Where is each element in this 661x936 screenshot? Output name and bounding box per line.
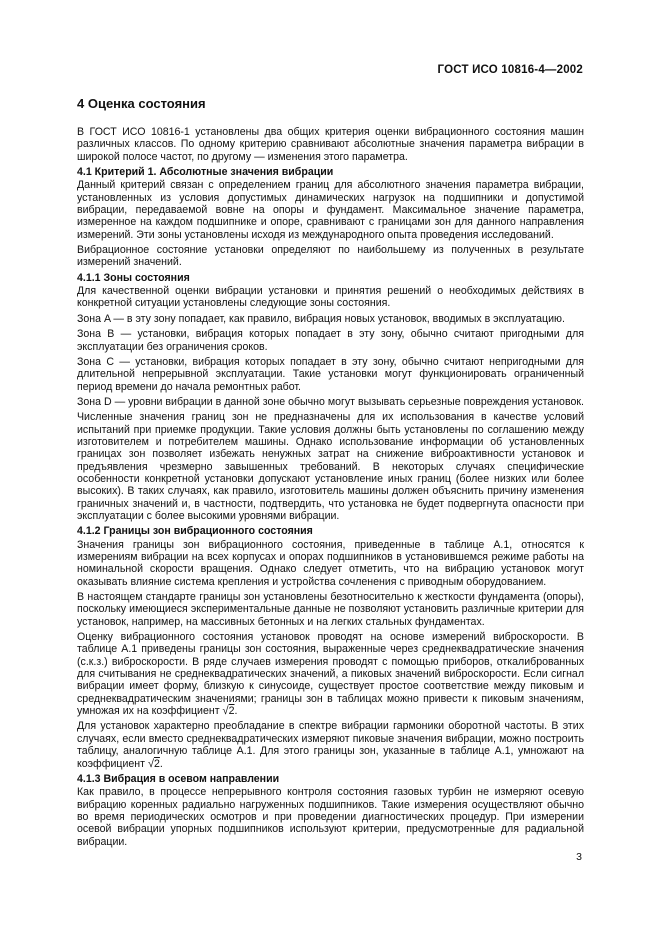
period: . — [234, 705, 238, 718]
page-number: 3 — [576, 851, 582, 863]
paragraph: Данный критерий связан с определением границ для абсолютного значения параметра вибрации, установленных из условия допустимых динамических нагрузок на подшипники и допустимой вибрации, передаваемой вовне на опоры и фундамент. Максимальное значение параметра, измеренное на каждом подшипнике и опоре, сравнивают с границами зон для данного направления измерений. Эти зоны установлены исходя из международного опыта проведения исследований. — [77, 179, 584, 241]
document-id-header: ГОСТ ИСО 10816-4—2002 — [437, 64, 583, 76]
zone-d-paragraph: Зона D — уровни вибрации в данной зоне обычно могут вызывать серьезные повреждения установок. — [77, 395, 584, 408]
sqrt-two-formula — [148, 758, 160, 770]
paragraph: Как правило, в процессе непрерывного контроля состояния газовых турбин не измеряют осевую вибрацию коренных радиально нагруженных подшипников. Такие измерения осуществляют обычно во время периодических осмотров и при проведении диагностических процедур. При измерении осевой вибрации упорных подшипников используют критерии, предусмотренные для радиальной вибрации. — [77, 786, 584, 848]
intro-paragraph: В ГОСТ ИСО 10816-1 установлены два общих критерия оценки вибрационного состояния машин различных классов. По одному критерию сравнивают абсолютные значения параметра вибрации в широкой полосе частот, по другому — изменения этого параметра. — [77, 126, 584, 163]
paragraph — [77, 720, 584, 769]
paragraph: Вибрационное состояние установки определяют по наибольшему из полученных в результате измерений значений. — [77, 244, 584, 269]
zone-c-paragraph: Зона C — установки, вибрация которых попадает в эту зону, обычно считают непригодными для длительной непрерывной эксплуатации. Такие установки могут функционировать ограниченный период времени до начала ремонтных работ. — [77, 355, 584, 393]
period: . — [159, 757, 163, 770]
paragraph-text: Для установок характерно преобладание в спектре вибрации гармоники оборотной частоты. В этих случаях, если вместо среднеквадратических измеряют пиковые значения вибрации, можно построить таблицу, аналогичную таблице А.1. Для этого границы зон, указанные в таблице А.1, умножают на коэффициент — [77, 720, 584, 770]
paragraph-text: Оценку вибрационного состояния установок проводят на основе измерений виброскорости. В таблице А.1 приведены границы зон состояния, выраженные через среднеквадратические значения (с.к.з.) виброскорости. В ряде случаев измерения проводят с помощью приборов, откалиброванных для считывания не среднеквадратических значений, а пиковых значений виброскорости. Если сигнал вибрации имеет форму, близкую к синусоиде, существует простое соответствие между пиковым и среднеквадратическим значениями; границы зон в таблицах можно привести к пиковым значениям, умножая их на коэффициент — [77, 631, 584, 718]
paragraph: Значения границы зон вибрационного состояния, приведенные в таблице А.1, относятся к измерениям вибрации на всех корпусах и опорах подшипников в установившемся режиме работы на номинальной скорости вращения. Однако следует отметить, что на вибрацию установок могут оказывать влияние система крепления и устройства сочленения с приводным оборудованием. — [77, 538, 584, 588]
paragraph: Для качественной оценки вибрации установки и принятия решений о необходимых действиях в конкретной ситуации установлены следующие зоны состояния. — [77, 285, 584, 310]
section-title: 4 Оценка состояния — [77, 96, 206, 111]
subsection-heading-4-1: 4.1 Критерий 1. Абсолютные значения вибрации — [77, 166, 334, 179]
radical-sign: √ — [222, 705, 229, 718]
zone-a-paragraph: Зона A — в эту зону попадает, как правило, вибрация новых установок, вводимых в эксплуатацию. — [77, 312, 565, 325]
zone-b-paragraph: Зона B — установки, вибрация которых попадает в эту зону, обычно считают пригодными для эксплуатации без ограничения сроков. — [77, 328, 584, 353]
paragraph: Численные значения границ зон не предназначены для их использования в качестве условий испытаний при приемке продукции. Такие условия должны быть установлены по соглашению между изготовителем и потребителем машины. Однако использование информации об установленных границах зон позволяет избежать ненужных затрат на снижение виброактивности установок и предъявления чрезмерно завышенных требований. В некоторых случаях специфические особенности конкретной установки допускают установление иных границ (более низких или более высоких). В таких случаях, как правило, изготовитель машины должен объяснить причину изменения граничных значений и, в частности, подтвердить, что установка не будет подвергнута опасности при эксплуатации с более высокими уровнями вибрации. — [77, 411, 584, 522]
radicand: 2 — [153, 757, 160, 770]
subsection-heading-4-1-2: 4.1.2 Границы зон вибрационного состояния — [77, 525, 313, 538]
paragraph: В настоящем стандарте границы зон установлены безотносительно к жесткости фундамента (опоры), поскольку имеющиеся экспериментальные данные не позволяют установить различные критерии для установок, например, на массивных бетонных и на легких стальных фундаментах. — [77, 591, 584, 628]
paragraph — [77, 631, 584, 717]
subsection-heading-4-1-1: 4.1.1 Зоны состояния — [77, 271, 190, 284]
radicand: 2 — [228, 705, 235, 718]
radical-sign: √ — [147, 757, 154, 770]
page-content — [77, 96, 584, 851]
subsection-heading-4-1-3: 4.1.3 Вибрация в осевом направлении — [77, 772, 280, 785]
sqrt-two-formula — [222, 705, 238, 718]
